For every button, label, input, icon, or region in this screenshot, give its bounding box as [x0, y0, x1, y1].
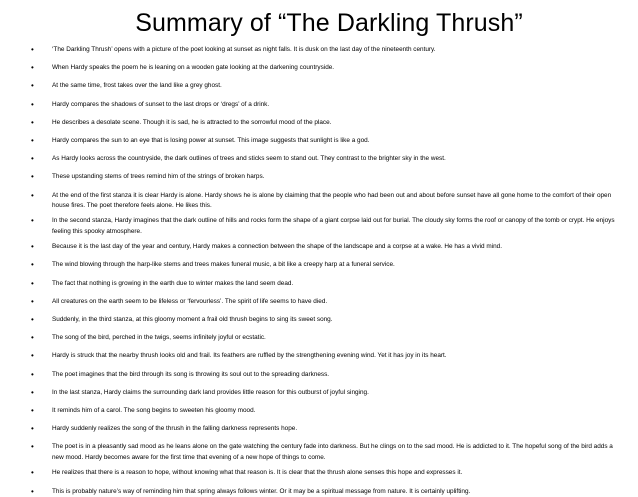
list-item-text: Suddenly, in the third stanza, at this gloomy moment a frail old thrush begins to sing its sweet song. [52, 316, 333, 324]
bullet-icon: • [31, 351, 34, 361]
bullet-icon: • [31, 81, 34, 91]
list-item [31, 369, 628, 380]
bullet-icon: • [31, 387, 34, 397]
list-item [31, 351, 628, 361]
list-item [31, 63, 628, 73]
list-item [31, 260, 628, 270]
list-item [31, 172, 628, 182]
list-item-text: ‘The Darkling Thrush’ opens with a picture of the poet looking at sunset as night falls. It is dusk on the last day of the nineteenth century. [52, 46, 436, 53]
list-item-text: The poet is in a pleasantly sad mood as he leans alone on the gate watching the century fade into darkness. But he clings on to the sad mood. He is addicted to it. The hopeful song of the bird adds a new mood. Hardy becomes aware for the first time that evening of a new hope of things to come. [52, 443, 613, 461]
list-item [31, 424, 628, 434]
bullet-icon: • [31, 99, 34, 109]
list-item-text: The poet imagines that the bird through its song is throwing its soul out to the spreading darkness. [52, 370, 330, 378]
bullet-icon: • [31, 486, 34, 496]
bullet-icon: • [31, 424, 34, 434]
list-item-text: The wind blowing through the harp-like stems and trees makes funeral music, a bit like a creepy harp at a funeral service. [52, 261, 395, 269]
list-item-text: It reminds him of a carol. The song begins to sweeten his gloomy mood. [52, 407, 256, 415]
list-item [31, 315, 628, 325]
bullet-icon: • [31, 260, 34, 270]
bullet-list [30, 45, 628, 497]
list-item [31, 99, 628, 110]
list-item-text: He realizes that there is a reason to hope, without knowing what that reason is. It is clear that the thrush alone senses this hope and expresses it. [52, 469, 463, 477]
bullet-icon: • [31, 216, 34, 226]
list-item [31, 81, 628, 91]
bullet-icon: • [31, 278, 34, 288]
list-item-text: The song of the bird, perched in the twigs, seems infinitely joyful or ecstatic. [52, 334, 266, 342]
slide-title: Summary of “The Darkling Thrush” [135, 9, 523, 37]
list-item [31, 442, 628, 463]
list-item [31, 45, 628, 55]
bullet-icon: • [31, 190, 34, 200]
bullet-icon: • [31, 333, 34, 343]
bullet-icon: • [31, 406, 34, 416]
list-item-text: In the second stanza, Hardy imagines that the dark outline of hills and rocks form the shape of a giant corpse laid out for burial. The cloudy sky forms the roof or canopy of the tomb or crypt. He enjoys feeling this spooky atmosphere. [52, 217, 615, 235]
bullet-icon: • [31, 468, 34, 478]
bullet-icon: • [31, 63, 34, 73]
bullet-icon: • [31, 315, 34, 325]
list-item-text: This is probably nature’s way of reminding him that spring always follows winter. Or it may be a spiritual message from nature. It is certainly uplifting. [52, 487, 471, 495]
list-item-text: At the same time, frost takes over the land like a grey ghost. [52, 82, 222, 90]
bullet-icon: • [31, 242, 34, 252]
bullet-icon: • [31, 296, 34, 306]
list-item [31, 333, 628, 343]
list-item-text: Hardy compares the sun to an eye that is losing power at sunset. This image suggests that sunlight is like a god. [52, 137, 370, 145]
bullet-icon: • [31, 154, 34, 164]
list-item-text: Hardy compares the shadows of sunset to the last drops or ‘dregs’ of a drink. [52, 100, 270, 108]
list-item [31, 136, 628, 146]
list-item [31, 387, 628, 398]
bullet-icon: • [31, 172, 34, 182]
list-item [31, 154, 628, 164]
list-item [31, 278, 628, 289]
list-item [31, 190, 628, 212]
bullet-icon: • [31, 45, 34, 54]
list-item-text: When Hardy speaks the poem he is leaning on a wooden gate looking at the darkening countryside. [52, 64, 335, 72]
list-item [31, 468, 628, 478]
list-item-text: Because it is the last day of the year and century, Hardy makes a connection between the shape of the landscape and a corpse at a wake. He has a vivid mind. [52, 243, 502, 251]
list-item-text: As Hardy looks across the countryside, the dark outlines of trees and sticks seem to stand out. They contrast to the brighter sky in the west. [52, 155, 446, 163]
list-item [31, 216, 628, 237]
list-item [31, 296, 628, 307]
list-item-text: Hardy is struck that the nearby thrush looks old and frail. Its feathers are ruffled by the strengthening evening wind. Yet it has joy in its heart. [52, 352, 447, 360]
list-item [31, 406, 628, 416]
list-item-text: In the last stanza, Hardy claims the surrounding dark land provides little reason for this outburst of joyful singing. [52, 388, 369, 396]
list-item [31, 486, 628, 497]
list-item [31, 242, 628, 252]
bullet-icon: • [31, 136, 34, 146]
bullet-icon: • [31, 369, 34, 379]
list-item-text: All creatures on the earth seem to be lifeless or ‘fervourless’. The spirit of life seems to have died. [52, 297, 328, 305]
bullet-icon: • [31, 117, 34, 127]
list-item-text: Hardy suddenly realizes the song of the thrush in the falling darkness represents hope. [52, 425, 298, 433]
list-item-text: He describes a desolate scene. Though it is sad, he is attracted to the sorrowful mood of the place. [52, 118, 332, 126]
list-item-text: The fact that nothing is growing in the earth due to winter makes the land seem dead. [52, 279, 294, 287]
bullet-icon: • [31, 442, 34, 452]
list-item-text: At the end of the first stanza it is clear Hardy is alone. Hardy shows he is alone by claiming that the people who had been out and about before sunset have all gone home to the comfort of their open house fires. The poet therefore feels alone. He likes this. [52, 191, 612, 210]
list-item [31, 117, 628, 128]
list-item-text: These upstanding stems of trees remind him of the strings of broken harps. [52, 173, 265, 181]
